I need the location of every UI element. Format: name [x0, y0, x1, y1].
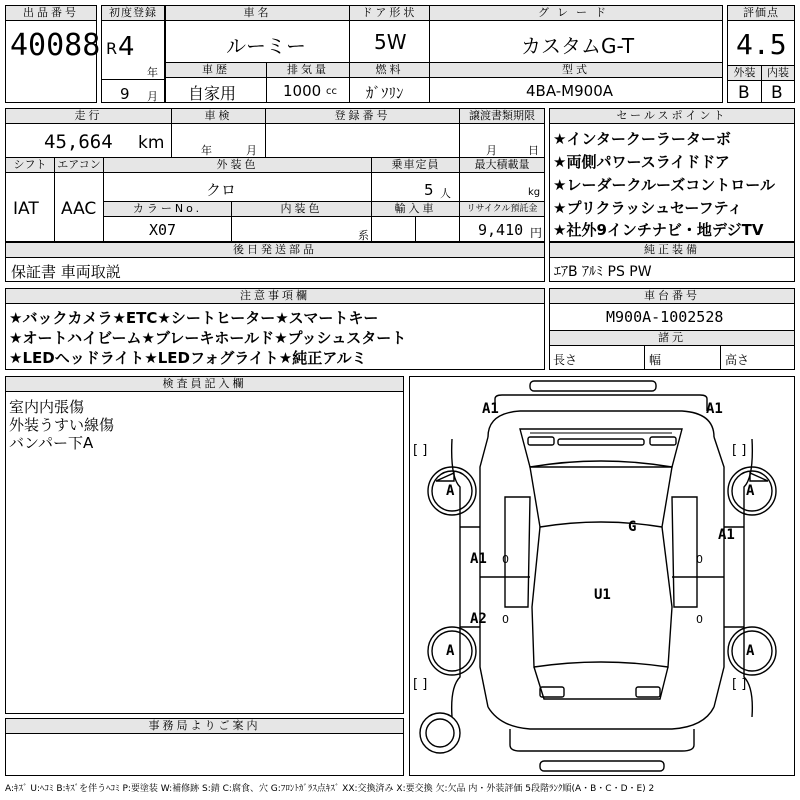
damage-mark: A1 — [482, 401, 499, 417]
damage-mark: A — [746, 643, 755, 659]
model-label: 型式 — [429, 62, 722, 78]
score-box — [727, 5, 795, 103]
score: 4.5 — [736, 28, 787, 61]
car-name-label: 車名 — [166, 6, 349, 21]
later-parts-box — [5, 242, 545, 282]
zero-right-1: 0 — [696, 553, 703, 566]
legend: A:ｷｽﾞ U:ﾍｺﾐ B:ｷｽﾞを伴うﾍｺﾐ P:要塗装 W:補修跡 S:錆 C:腐食、穴 G:ﾌﾛﾝﾄｶﾞﾗｽ点ｷｽﾞ XX:交換済み X:要交換 欠:欠品 内・外装評価 5段階ﾗﾝｸ順(A・B・C・D・E) 2 — [5, 784, 655, 794]
displacement: 1000 — [283, 82, 322, 100]
inspector-label: 検査員記入欄 — [6, 377, 403, 392]
exterior-label: 外装 — [728, 65, 761, 81]
damage-mark: A — [446, 643, 455, 659]
reg-month: 9 — [120, 85, 130, 103]
damage-mark: U1 — [594, 587, 611, 603]
mileage-label: 走行 — [6, 109, 171, 124]
notes-line-1: ★バックカメラ★ETC★シートヒーター★スマートキー — [9, 309, 379, 327]
door-label: ドア形状 — [349, 6, 429, 21]
standard-equipment: ｴｱB ｱﾙﾐ PS PW — [554, 264, 652, 280]
grade: カスタムG-T — [521, 34, 635, 58]
height-label: 高さ — [725, 353, 750, 367]
damage-mark: A1 — [706, 401, 723, 417]
intcolor-label: 内装色 — [231, 202, 371, 217]
registration-box — [101, 5, 165, 103]
inspection-label: 車検 — [171, 109, 265, 124]
sales-point-5: ★社外9インチナビ・地デジTV — [553, 221, 764, 239]
grade-label: グレード — [429, 6, 722, 21]
recycle-label: リサイクル預託金 — [459, 202, 544, 217]
damage-mark: A — [446, 483, 455, 499]
chassis-box — [549, 288, 795, 370]
bracket-right-1: [ ] — [732, 443, 747, 458]
damage-mark: G — [628, 519, 637, 535]
shift: IAT — [13, 199, 39, 219]
inspector-line-3: バンパー下A — [9, 434, 94, 452]
color-label: 外装色 — [103, 158, 371, 173]
intcolor-unit: 系 — [358, 229, 369, 242]
damage-mark: A1 — [470, 551, 487, 567]
inspection-month: 月 — [246, 144, 257, 157]
capacity-label: 乗車定員 — [371, 158, 459, 173]
mileage-unit: km — [138, 133, 165, 153]
reg-year: 4 — [118, 32, 135, 62]
history: 自家用 — [188, 84, 237, 103]
inspector-box — [5, 376, 404, 714]
damage-mark: A2 — [470, 611, 487, 627]
length-label: 長さ — [553, 353, 578, 367]
interior-grade: B — [771, 83, 783, 103]
displacement-label: 排気量 — [266, 62, 349, 78]
lot-number: 40088 — [10, 28, 101, 63]
inspector-line-1: 室内内張傷 — [9, 398, 85, 416]
sales-points-label: セールスポイント — [550, 109, 794, 124]
inspector-line-2: 外装うすい線傷 — [9, 416, 115, 434]
later-parts: 保証書 車両取説 — [11, 263, 121, 281]
fuel-label: 燃料 — [349, 62, 429, 78]
office-box — [5, 718, 404, 776]
exterior-grade: B — [738, 83, 750, 103]
import-label: 輸入車 — [371, 202, 459, 217]
inspection-year: 年 — [201, 144, 212, 157]
car-name: ルーミー — [226, 34, 306, 58]
transfer-month: 月 — [486, 144, 497, 157]
recycle-fee: 9,410 — [478, 221, 524, 239]
bracket-right-2: [ ] — [732, 677, 747, 692]
standard-equipment-box — [549, 242, 795, 282]
zero-left-2: 0 — [502, 613, 509, 626]
displacement-unit: cc — [326, 86, 337, 97]
mileage: 45,664 — [44, 131, 113, 153]
colorno-label: カラーNo. — [104, 202, 231, 217]
car-outline — [410, 377, 794, 775]
zero-right-2: 0 — [696, 613, 703, 626]
shift-label: シフト — [6, 158, 54, 173]
load-unit: kg — [528, 187, 541, 198]
sales-point-1: ★インタークーラーターボ — [553, 130, 731, 148]
details-box — [5, 108, 545, 242]
regno-label: 登録番号 — [265, 109, 459, 124]
history-label: 車歴 — [166, 62, 266, 78]
office-label: 事務局よりご案内 — [6, 719, 403, 734]
fuel: ｶﾞｿﾘﾝ — [366, 84, 404, 102]
chassis-label: 車台番号 — [550, 289, 794, 304]
bracket-left-2: [ ] — [413, 677, 428, 692]
notes-line-3: ★LEDヘッドライト★LEDフォグライト★純正アルミ — [9, 349, 367, 367]
bracket-left-1: [ ] — [413, 443, 428, 458]
damage-diagram — [409, 376, 795, 776]
notes-line-2: ★オートハイビーム★ブレーキホールド★プッシュスタート — [9, 329, 407, 347]
vehicle-info-box — [165, 5, 723, 103]
width-label: 幅 — [649, 353, 662, 367]
load-label: 最大積載量 — [459, 158, 544, 173]
color-number: X07 — [149, 221, 177, 239]
lot-number-label: 出品番号 — [6, 6, 96, 21]
damage-mark: A1 — [718, 527, 735, 543]
transfer-day: 日 — [528, 144, 539, 157]
sales-point-4: ★プリクラッシュセーフティ — [553, 199, 743, 217]
notes-label: 注意事項欄 — [6, 289, 544, 304]
zero-left-1: 0 — [502, 553, 509, 566]
registration-label: 初度登録 — [102, 6, 164, 21]
year-unit: 年 — [147, 66, 158, 79]
later-parts-label: 後日発送部品 — [6, 243, 544, 258]
capacity: 5 — [424, 181, 434, 199]
model: 4BA-M900A — [526, 82, 614, 100]
month-unit: 月 — [147, 90, 158, 103]
era: R — [106, 39, 118, 58]
aircon: AAC — [61, 199, 97, 219]
exterior-color: クロ — [206, 181, 237, 199]
lot-number-box — [5, 5, 101, 103]
standard-equipment-label: 純正装備 — [550, 243, 794, 258]
interior-label: 内装 — [761, 65, 794, 81]
ac-label: エアコン — [54, 158, 103, 173]
notes-box — [5, 288, 545, 370]
transfer-label: 譲渡書類期限 — [459, 109, 544, 124]
damage-mark: A — [746, 483, 755, 499]
capacity-unit: 人 — [440, 187, 451, 200]
sales-point-2: ★両側パワースライドドア — [553, 153, 730, 171]
recycle-unit: 円 — [530, 226, 543, 240]
score-label: 評価点 — [728, 6, 794, 21]
dims-label: 諸元 — [550, 330, 794, 346]
sales-point-3: ★レーダークルーズコントロール — [553, 176, 775, 194]
chassis-number: M900A-1002528 — [606, 308, 724, 326]
door-type: 5W — [374, 30, 407, 54]
sales-points-box — [549, 108, 795, 242]
